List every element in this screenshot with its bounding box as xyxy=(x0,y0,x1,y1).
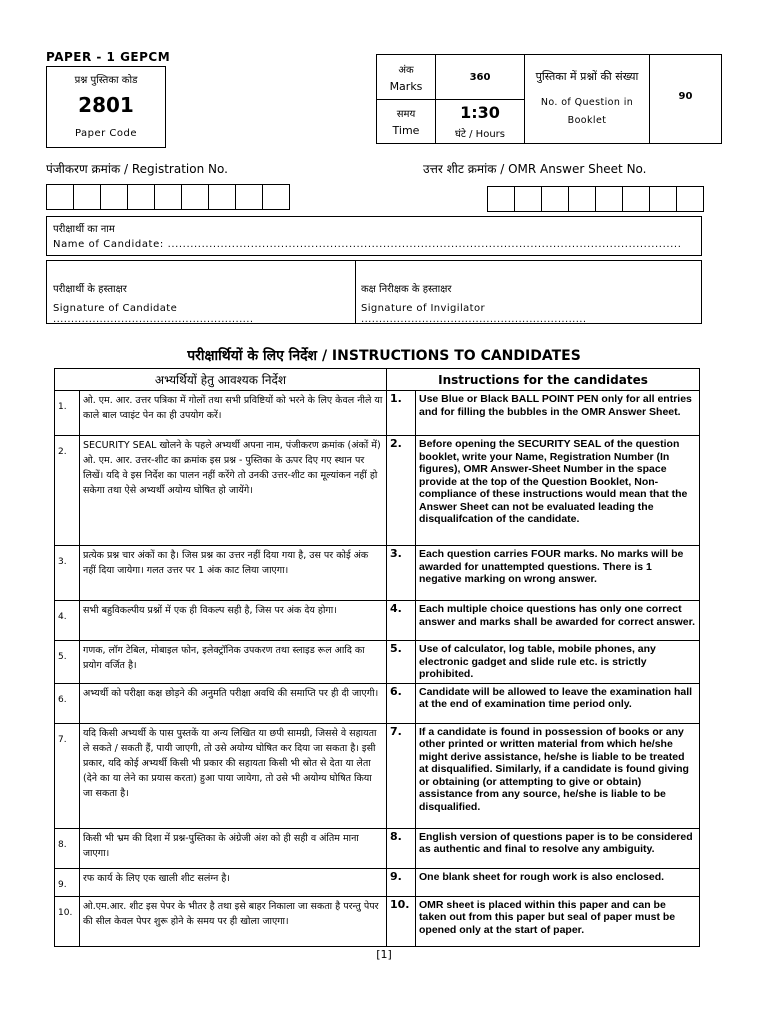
marks-label-hi: अंक xyxy=(398,64,414,76)
omr-number-boxes[interactable] xyxy=(488,186,704,212)
hi-text: किसी भी भ्रम की दिशा में प्रश्न-पुस्तिका के अंग्रेजी अंश को ही सही व अंतिम माना जाएगा। xyxy=(80,828,387,868)
candidate-signature-area[interactable] xyxy=(47,261,356,323)
marks-label-en: Marks xyxy=(389,79,423,93)
questions-label-cell xyxy=(525,55,650,144)
en-text: English version of questions paper is to be considered as authentic and final to resolve any ambiguity. xyxy=(416,828,700,868)
instruction-row xyxy=(55,391,700,436)
en-text: Use Blue or Black BALL POINT PEN only for all entries and for filling the bubbles in the OMR Answer Sheet. xyxy=(416,391,700,436)
en-number: 10. xyxy=(387,896,416,946)
en-text: If a candidate is found in possession of books or any other printed or written material from which he/she might derive assistance, he/she is liable to be treated at disqualified. Similarly, if a candidate is found giving or obtaining (or attempting to give or obtain) assistance from any source, he/she is liable to be disqualified. xyxy=(416,723,700,828)
hi-text: SECURITY SEAL खोलने के पहले अभ्यर्थी अपना नाम, पंजीकरण क्रमांक (अंकों में) ओ. एम. आर. उत्तर-शीट का क्रमांक इस प्रश्न - पुस्तिका के ऊपर दिए गए स्थान पर लिखें। यदि वे इस निर्देश का पालन नहीं करेंगे तो उनकी उत्तर-शीट का मूल्यांकन नहीं हो सकेगा तथा ऐसे अभ्यर्थी अयोग्य घोषित हो जायेंगे। xyxy=(80,436,387,546)
instruction-row xyxy=(55,896,700,946)
candidate-name-box[interactable] xyxy=(46,216,702,256)
hi-number: 3. xyxy=(55,546,80,601)
en-number: 1. xyxy=(387,391,416,436)
hi-text: रफ कार्य के लिए एक खाली शीट सलंग्न है। xyxy=(80,868,387,896)
time-label-cell xyxy=(377,100,436,144)
instruction-row xyxy=(55,546,700,601)
hi-number: 2. xyxy=(55,436,80,546)
hi-text: ओ.एम.आर. शीट इस पेपर के भीतर है तथा इसे बाहर निकाला जा सकता है परन्तु पेपर की सील केवल पेपर शुरू होने के समय पर ही खोला जाएगा। xyxy=(80,896,387,946)
hi-number: 8. xyxy=(55,828,80,868)
instructions-heading: परीक्षार्थियों के लिए निर्देश / INSTRUCTIONS TO CANDIDATES xyxy=(187,348,581,364)
instruction-row xyxy=(55,868,700,896)
hi-number: 9. xyxy=(55,868,80,896)
booklet-code: 2801 xyxy=(78,93,134,117)
en-number: 7. xyxy=(387,723,416,828)
en-number: 5. xyxy=(387,641,416,684)
questions-value: 90 xyxy=(650,55,722,144)
instruction-row xyxy=(55,683,700,723)
en-number: 4. xyxy=(387,601,416,641)
en-text: Use of calculator, log table, mobile phones, any electronic gadget and slide rule etc. is strictly prohibited. xyxy=(416,641,700,684)
omr-label: उत्तर शीट क्रमांक / OMR Answer Sheet No. xyxy=(423,162,647,176)
sig-label-hi: परीक्षार्थी के हस्ताक्षर xyxy=(53,284,127,295)
page-number: [1] xyxy=(376,948,392,961)
instruction-row xyxy=(55,436,700,546)
hi-text: यदि किसी अभ्यर्थी के पास पुस्तकें या अन्य लिखित या छपी सामग्री, जिससे वे सहायता ले सकते / सकती हैं, पायी जाएगी, तो उसे अयोग्य घोषित कर दिया जा सकता है। इसी प्रकार, यदि कोई अभ्यर्थी किसी भी प्रकार की सहायता किसी भी स्रोत से देता या लेता (देने का या लेने का प्रयास करता) हुआ पाया जायेगा, तो उसे भी अयोग्य घोषित किया जा सकता है। xyxy=(80,723,387,828)
en-text: Each multiple choice questions has only one correct answer and marks shall be awarded for correct answer. xyxy=(416,601,700,641)
instruction-row xyxy=(55,723,700,828)
questions-label-hi: पुस्तिका में प्रश्नों की संख्या xyxy=(535,69,639,83)
en-number: 9. xyxy=(387,868,416,896)
en-number: 3. xyxy=(387,546,416,601)
paper-code-label: Paper Code xyxy=(74,128,138,139)
paper-title: PAPER - 1 GEPCM xyxy=(46,50,171,64)
booklet-code-label-hi: प्रश्न पुस्तिका कोड xyxy=(74,75,138,86)
hi-number: 6. xyxy=(55,683,80,723)
hi-number: 10. xyxy=(55,896,80,946)
hi-text: सभी बहुविकल्पीय प्रश्नों में एक ही विकल्प सही है, जिस पर अंक देय होगा। xyxy=(80,601,387,641)
instruction-row xyxy=(55,601,700,641)
hi-number: 1. xyxy=(55,391,80,436)
instruction-row xyxy=(55,828,700,868)
en-text: Each question carries FOUR marks. No marks will be awarded for unattempted questions. There is 1 negative marking on wrong answer. xyxy=(416,546,700,601)
time-cell xyxy=(436,100,525,144)
time-label-en: Time xyxy=(392,124,420,137)
en-text: One blank sheet for rough work is also enclosed. xyxy=(416,868,700,896)
name-label-hi: परीक्षार्थी का नाम xyxy=(53,224,115,235)
en-number: 8. xyxy=(387,828,416,868)
marks-label-cell xyxy=(377,55,436,100)
booklet-code-box xyxy=(46,66,166,148)
en-text: Before opening the SECURITY SEAL of the question booklet, write your Name, Registration Number (In figures), OMR Answer-Sheet Number in the space provide at the top of the Question Booklet, Non-compliance of these instructions would mean that the Answer Sheet can not be evaluated leading the disqualifcation of the candidate. xyxy=(416,436,700,546)
signature-box xyxy=(46,260,702,324)
marks-table xyxy=(376,54,722,144)
en-number: 6. xyxy=(387,683,416,723)
hi-text: प्रत्येक प्रश्न चार अंकों का है। जिस प्रश्न का उत्तर नहीं दिया गया है, उस पर कोई अंक नहीं दिया जायेगा। गलत उत्तर पर 1 अंक काट लिया जाएगा। xyxy=(80,546,387,601)
marks-value: 360 xyxy=(436,55,525,100)
name-label-en: Name of Candidate: ........................................................................................................................................ xyxy=(53,239,682,250)
en-text: Candidate will be allowed to leave the examination hall at the end of examination time period only. xyxy=(416,683,700,723)
en-header: Instructions for the candidates xyxy=(387,369,700,391)
hi-header: अभ्यर्थियों हेतु आवश्यक निर्देश xyxy=(55,369,387,391)
time-value: 1:30 xyxy=(460,103,500,122)
questions-label-en: No. of Question in Booklet xyxy=(540,96,634,126)
hi-number: 4. xyxy=(55,601,80,641)
en-number: 2. xyxy=(387,436,416,546)
instructions-table xyxy=(54,368,700,947)
sig-label-en: Signature of Candidate ........................................................ xyxy=(53,303,254,325)
instruction-row xyxy=(55,641,700,684)
registration-number-boxes[interactable] xyxy=(47,184,290,210)
registration-label: पंजीकरण क्रमांक / Registration No. xyxy=(46,162,228,176)
invigilator-signature-area[interactable] xyxy=(355,261,701,323)
hi-number: 5. xyxy=(55,641,80,684)
hi-number: 7. xyxy=(55,723,80,828)
invig-label-hi: कक्ष निरीक्षक के हस्ताक्षर xyxy=(361,284,452,295)
en-text: OMR sheet is placed within this paper and can be taken out from this paper but seal of paper must be opened only at the start of paper. xyxy=(416,896,700,946)
invig-label-en: Signature of Invigilator ............................................................... xyxy=(361,303,587,325)
hi-text: अभ्यर्थी को परीक्षा कक्ष छोड़ने की अनुमति परीक्षा अवधि की समाप्ति पर ही दी जाएगी। xyxy=(80,683,387,723)
hours-label: घंटे / Hours xyxy=(455,129,505,140)
hi-text: गणक, लॉग टेबिल, मोबाइल फोन, इलेक्ट्रॉनिक उपकरण तथा स्लाइड रूल आदि का प्रयोग वर्जित है। xyxy=(80,641,387,684)
hi-text: ओ. एम. आर. उत्तर पत्रिका में गोलों तथा सभी प्रविष्टियों को भरने के लिए केवल नीले या काले बाल प्वाइंट पेन का ही उपयोग करें। xyxy=(80,391,387,436)
time-label-hi: समय xyxy=(396,109,416,120)
